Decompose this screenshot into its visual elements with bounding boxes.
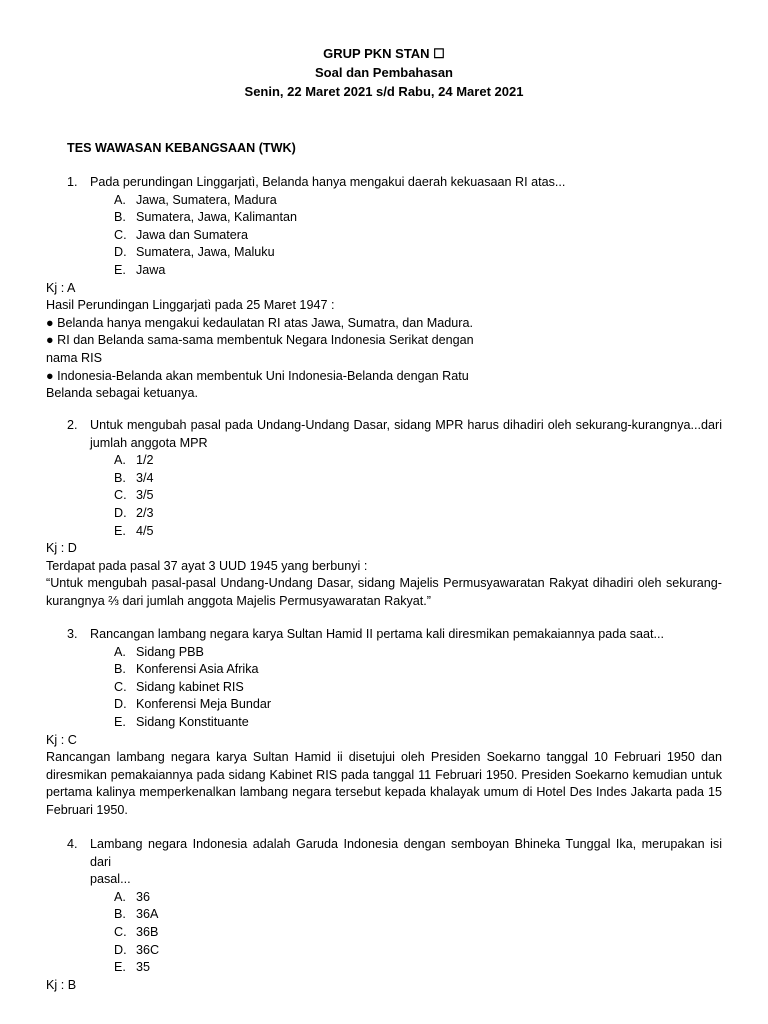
option-d: D. Konferensi Meja Bundar (114, 697, 272, 712)
question-2 (46, 417, 722, 611)
option-b: B. Konferensi Asia Afrika (114, 662, 259, 677)
option-e: E. Jawa (114, 262, 166, 277)
option-d: D. 36C (114, 942, 160, 957)
question-number: 1. (67, 175, 78, 189)
section-title: TES WAWASAN KEBANGSAAN (TWK) (67, 141, 296, 155)
question-3 (46, 626, 722, 820)
option-b: B. 36A (114, 907, 159, 922)
question-text: 2. Untuk mengubah pasal pada Undang-Undang Dasar, sidang MPR harus dihadiri oleh sekurang-kurangnya...dari jumlah anggota MPR (67, 418, 722, 450)
explanation: Hasil Perundingan Linggarjatì pada 25 Maret 1947 : ● Belanda hanya mengakui kedaulatan RI atas Jawa, Sumatra, dan Madura. ● RI dan Belanda sama-sama membentuk Negara Indonesia Serikat dengan nama RIS ● Indonesia-Belanda akan membentuk Uni Indonesia-Belanda dengan Ratu Belanda sebagai ketuanya. (46, 298, 474, 401)
option-b: B. 3/4 (114, 470, 154, 485)
question-1 (46, 174, 722, 403)
group-title: GRUP PKN STAN ☐ (323, 46, 445, 61)
question-number: 3. (67, 627, 78, 641)
options-list (46, 452, 722, 540)
option-b: B. Sumatera, Jawa, Kalimantan (114, 210, 298, 225)
option-a: A. 1/2 (114, 453, 154, 468)
option-a: A. Jawa, Sumatera, Madura (114, 192, 277, 207)
option-d: D. 2/3 (114, 505, 154, 520)
explanation: Terdapat pada pasal 37 ayat 3 UUD 1945 yang berbunyi : “Untuk mengubah pasal-pasal Undang-Undang Dasar, sidang Majelis Permusyawaratan Rakyat dihadiri oleh sekurang- kurangnya ⅔ dari jumlah anggota Majelis Permusyawaratan Rakyat.” (46, 558, 722, 608)
document-subtitle: Soal dan Pembahasan (315, 65, 453, 80)
answer-key: Kj : C (46, 732, 77, 747)
option-c: C. 36B (114, 924, 159, 939)
explanation: Rancangan lambang negara karya Sultan Hamid ii disetujui oleh Presiden Soekarno tanggal 10 Februari 1950 dan diresmikan pemakaiannya pada sidang Kabinet RIS pada tanggal 11 Februari 1950. Presiden Soekarno kemudian untuk pertama kalinya memperkenalkan lambang negara tersebut kepada khalayak umum di Hotel Des Indes Jakarta pada 15 Februari 1950. (46, 750, 722, 817)
question-text: 3. Rancangan lambang negara karya Sultan Hamid II pertama kali diresmikan pemakaiannya pada saat... (46, 626, 722, 644)
option-c: C. 3/5 (114, 488, 154, 503)
answer-key: Kj : D (46, 541, 77, 556)
option-c: C. Jawa dan Sumatera (114, 227, 249, 242)
question-number: 4. (67, 837, 78, 851)
option-c: C. Sidang kabinet RIS (114, 679, 244, 694)
options-list (46, 889, 722, 977)
option-e: E. 35 (114, 960, 151, 975)
answer-key: Kj : A (46, 280, 76, 295)
option-e: E. Sidang Konstituante (114, 714, 249, 729)
options-list (46, 192, 722, 280)
option-d: D. Sumatera, Jawa, Maluku (114, 245, 275, 260)
date-range: Senin, 22 Maret 2021 s/d Rabu, 24 Maret 2021 (244, 84, 524, 99)
question-number: 2. (67, 418, 78, 432)
document-header (0, 44, 768, 101)
option-a: A. 36 (114, 889, 151, 904)
options-list (46, 644, 722, 732)
option-e: E. 4/5 (114, 523, 154, 538)
answer-key: Kj : B (46, 977, 77, 992)
option-a: A. Sidang PBB (114, 644, 204, 659)
question-text: 4. Lambang negara Indonesia adalah Garuda Indonesia dengan semboyan Bhineka Tunggal Ika, merupakan isi dari pasal... (67, 837, 722, 887)
question-4 (46, 836, 722, 994)
question-text: 1. Pada perundingan Linggarjatì, Belanda hanya mengakui daerah kekuasaan RI atas... (46, 174, 722, 192)
